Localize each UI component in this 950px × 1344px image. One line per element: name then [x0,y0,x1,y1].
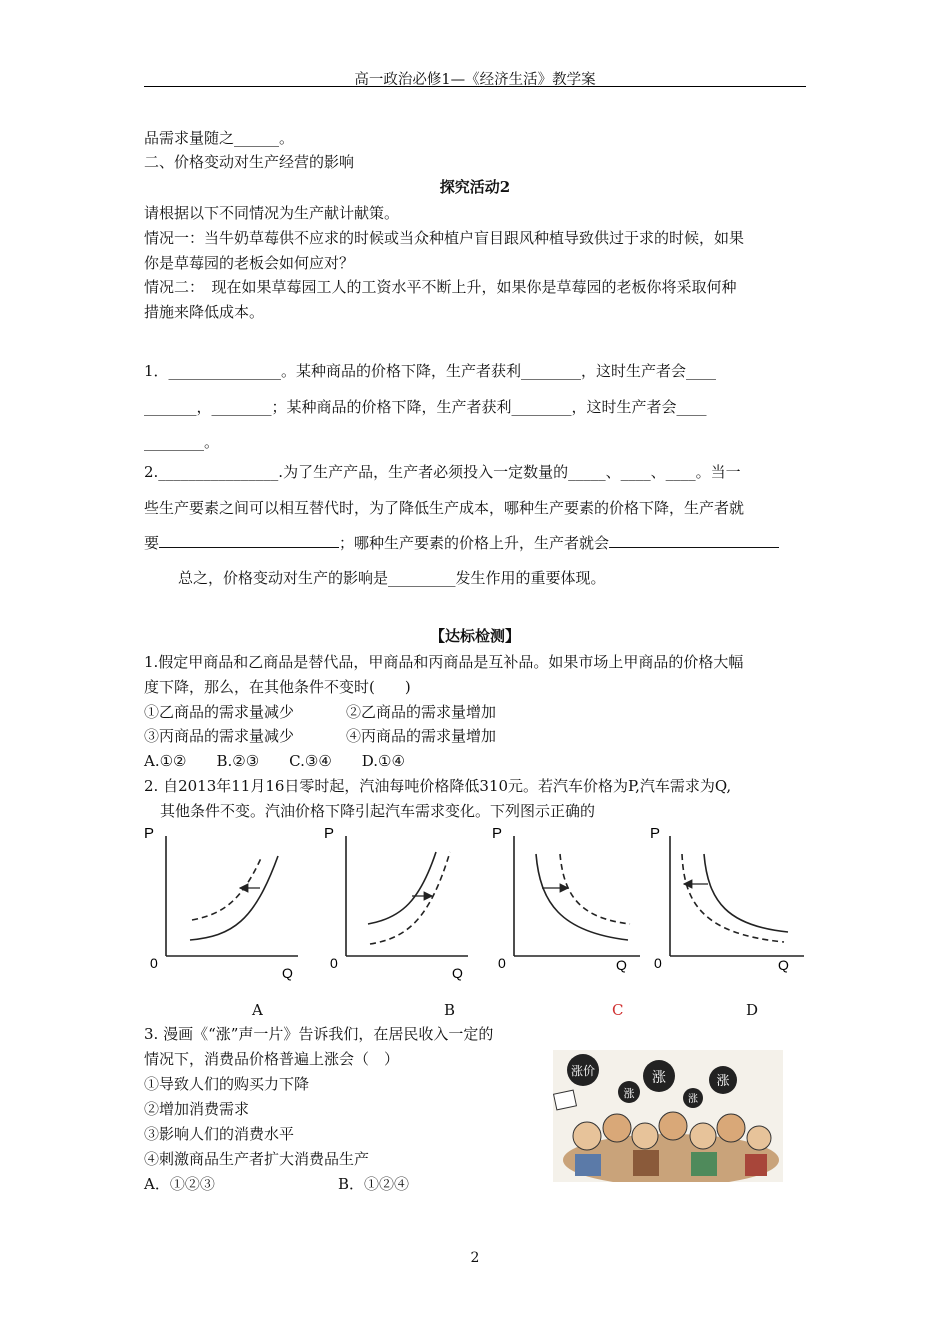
demand-graph-c [484,822,644,982]
demand-graph-a [142,822,302,982]
answer-blank [609,533,779,548]
origin-label: 0 [498,955,506,971]
problem-3-option-3: ③影响人们的消费水平 [144,1125,295,1143]
demand-graph-b [312,822,472,982]
bubble-text: 涨价 [570,1064,596,1078]
demand-curve-original [704,854,788,932]
problem-3-option-2: ②增加消费需求 [144,1100,250,1118]
section-heading: 二、价格变动对生产经营的影响 [144,153,355,171]
p-axis-label: P [650,825,661,842]
problem-2-line-1: 2. 自2013年11月16日零时起，汽油每吨价格降低310元。若汽车价格为P,汽车需求为Q, [144,777,732,795]
problem-1-option-4: ④丙商品的需求量增加 [346,727,497,745]
question-1-line-1: 1．_______________。某种商品的价格下降，生产者获利________，这时生产者会____ [144,362,717,380]
demand-curve-original [368,852,436,924]
bubble-text: 涨 [623,1088,635,1100]
test-title: 【达标检测】 [429,627,520,645]
demand-graph-d [648,822,808,982]
bubble-text: 涨 [652,1069,666,1085]
problem-1-choices: A.①② B.②③ C.③④ D.①④ [144,752,405,770]
case-one-line-1: 情况一：当牛奶草莓供不应求的时候或当众种植户盲目跟风种植导致供过于求的时候，如果 [144,229,745,247]
activity-title: 探究活动2 [439,178,511,196]
price-rise-cartoon [553,1050,783,1182]
p-axis-label: P [492,825,503,842]
question-2-line-1: 2.________________.为了生产产品，生产者必须投入一定数量的_____、____、____。当一 [144,463,741,481]
question-2-line-2: 些生产要素之间可以相互替代时，为了降低生产成本，哪种生产要素的价格下降，生产者就 [144,499,745,517]
answer-blank [159,533,339,548]
problem-3-line-2: 情况下，消费品价格普遍上涨会（ ） [144,1050,400,1068]
case-two-line-2: 措施来降低成本。 [144,303,265,321]
problem-3-option-4: ④刺激商品生产者扩大消费品生产 [144,1150,370,1168]
q-axis-label: Q [778,957,789,973]
case-two-line-1: 情况二： 现在如果草莓园工人的工资水平不断上升，如果你是草莓园的老板你将采取何种 [144,278,737,296]
bubble-text: 涨 [716,1073,730,1088]
q2-middle: ；哪种生产要素的价格上升，生产者就会 [339,534,610,552]
origin-label: 0 [330,955,338,971]
problem-3-option-1: ①导致人们的购买力下降 [144,1075,310,1093]
page-number: 2 [470,1250,480,1266]
problem-1-option-2: ②乙商品的需求量增加 [346,703,497,721]
problem-3-choice-a: A．①②③ [144,1175,215,1193]
intro-line: 品需求量随之______。 [144,129,295,147]
problem-1-line-1: 1.假定甲商品和乙商品是替代品，甲商品和丙商品是互补品。如果市场上甲商品的价格大幅 [144,653,744,671]
summary-line: 总之，价格变动对生产的影响是_________发生作用的重要体现。 [178,569,606,587]
demand-curve-original [190,856,278,940]
graph-label-b: B [444,1001,456,1019]
q-axis-label: Q [616,957,627,973]
graph-label-d: D [746,1001,759,1019]
q-axis-label: Q [452,965,463,981]
instruction-text: 请根据以下不同情况为生产献计献策。 [144,204,400,222]
demand-curve-shifted [370,852,450,944]
q-axis-label: Q [282,965,293,981]
demand-curve-original [536,854,628,940]
page-header-title: 高一政治必修1—《经济生活》教学案 [354,72,596,88]
problem-2-line-2: 其他条件不变。汽油价格下降引起汽车需求变化。下列图示正确的 [160,802,596,820]
problem-3-choice-b: B．①②④ [338,1175,410,1193]
origin-label: 0 [654,955,662,971]
question-1-line-2: _______，________；某种商品的价格下降，生产者获利________，这时生产者会____ [144,398,707,416]
bubble-text: 涨 [688,1094,698,1105]
origin-label: 0 [150,955,158,971]
question-2-line-3 [144,533,779,553]
q2-prefix: 要 [144,534,160,552]
problem-1-option-3: ③丙商品的需求量减少 [144,727,295,745]
problem-1-option-1: ①乙商品的需求量减少 [144,703,295,721]
case-one-line-2: 你是草莓园的老板会如何应对？ [144,254,355,272]
graph-label-c-answer: C [612,1001,624,1019]
p-axis-label: P [144,825,155,842]
graph-label-a: A [252,1001,263,1019]
demand-curve-shifted [560,854,630,924]
problem-3-line-1: 3. 漫画《“涨”声一片》告诉我们，在居民收入一定的 [144,1025,494,1043]
header-rule [144,86,806,87]
problem-1-line-2: 度下降，那么，在其他条件不变时( ) [144,678,411,696]
question-1-line-3: ________。 [144,433,220,451]
p-axis-label: P [324,825,335,842]
